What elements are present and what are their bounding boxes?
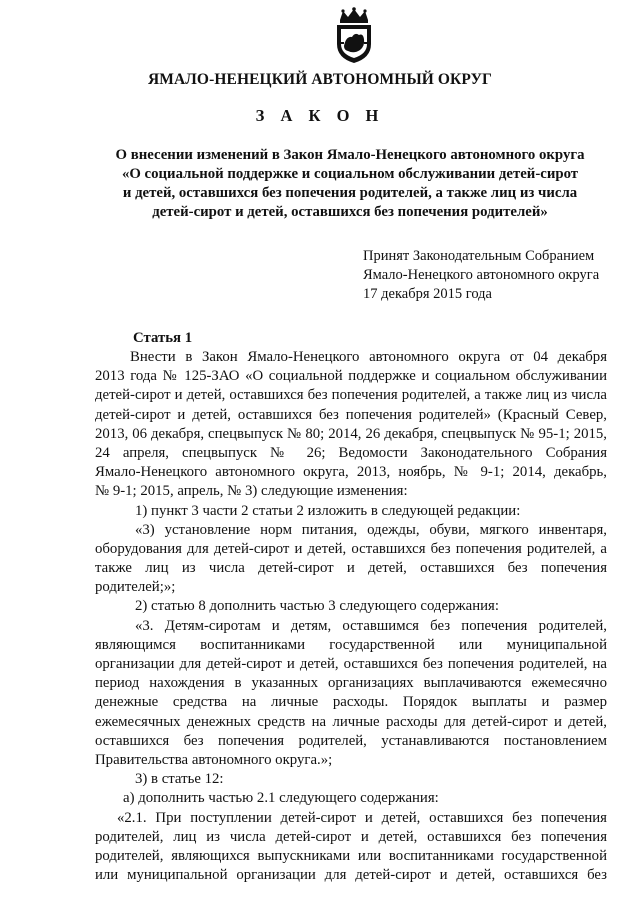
article-heading: Статья 1 <box>133 330 193 346</box>
law-subtitle <box>100 146 600 222</box>
subtitle-line: и детей, оставшихся без попечения родителей, а также лиц из числа <box>122 185 578 201</box>
coat-of-arms-icon <box>332 6 376 64</box>
body-line: денежные средства на личные расходы. Порядок выплаты и размер <box>95 694 607 711</box>
body-line: период нахождения в указанных организациях выплачиваются ежемесячно <box>95 675 607 692</box>
body-line: также лиц из числа детей-сирот и детей, оставшихся без попечения <box>95 560 607 577</box>
body-line: 24 апреля, спецвыпуск № 26; Ведомости Законодательного Собрания <box>95 444 607 461</box>
body-line: № 9-1; 2015, апрель, № 3) следующие изменения: <box>95 483 408 500</box>
body-line: детей-сирот и детей, оставшихся без попечения родителей» (Красный Север, <box>95 406 607 423</box>
body-line: оборудования для детей-сирот и детей, оставшихся без попечения родителей, а <box>95 540 607 557</box>
body-line: родителей, являющихся выпускниками или воспитанниками государственной <box>95 847 607 864</box>
body-line: родителей, лиц из числа детей-сирот и детей, оставшихся без попечения <box>95 828 607 845</box>
body-line: оставшихся без попечения родителей, устанавливаются постановлением <box>95 732 607 749</box>
subtitle-line: «О социальной поддержке и социальном обслуживании детей-сирот <box>121 166 579 182</box>
body-line: Внести в Закон Ямало-Ненецкого автономного округа от 04 декабря <box>130 349 607 365</box>
body-line: 3) в статье 12: <box>135 771 224 788</box>
body-line: а) дополнить частью 2.1 следующего содержания: <box>123 790 439 807</box>
body-line: 2013 года № 125-ЗАО «О социальной поддержке и социальном обслуживании <box>95 368 607 385</box>
body-line: организации для детей-сирот и детей, оставшихся без попечения родителей, на <box>95 656 607 672</box>
body-line: 2) статью 8 дополнить частью 3 следующего содержания: <box>135 598 499 615</box>
subtitle-line: О внесении изменений в Закон Ямало-Ненецкого автономного округа <box>115 147 585 163</box>
article-body <box>95 348 607 885</box>
body-line: «3) установление норм питания, одежды, обуви, мягкого инвентаря, <box>135 521 607 538</box>
body-line: Правительства автономного округа.»; <box>95 751 333 768</box>
subtitle-line: детей-сирот и детей, оставшихся без попечения родителей» <box>152 204 548 220</box>
body-line: 1) пункт 3 части 2 статьи 2 изложить в следующей редакции: <box>135 502 521 519</box>
body-line: являющимся воспитанниками государственной или муниципальной <box>95 636 607 653</box>
adoption-line: Ямало-Ненецкого автономного округа <box>363 267 600 283</box>
body-line: ежемесячных денежных средств на личные расходы для детей-сирот и детей, <box>95 713 607 730</box>
body-line: «2.1. При поступлении детей-сирот и детей, оставшихся без попечения <box>117 809 607 826</box>
body-line: детей-сирот и детей, оставшихся без попечения родителей, а также лиц из числа <box>95 387 607 404</box>
document-type: З А К О Н <box>255 106 385 125</box>
body-line: или муниципальной организации для детей-сирот и детей, оставшихся без <box>95 867 607 884</box>
body-line: 2013, 06 декабря, спецвыпуск № 80; 2014, 26 декабря, спецвыпуск № 95-1; 2015, <box>95 425 607 442</box>
adoption-line: 17 декабря 2015 года <box>363 286 492 302</box>
body-line: Ямало-Ненецкого автономного округа, 2013, ноябрь, № 9-1; 2014, декабрь, <box>95 464 607 481</box>
region-name: ЯМАЛО-НЕНЕЦКИЙ АВТОНОМНЫЙ ОКРУГ <box>147 71 493 88</box>
body-line: «3. Детям-сиротам и детям, оставшимся без попечения родителей, <box>135 617 607 634</box>
adoption-line: Принят Законодательным Собранием <box>363 248 595 264</box>
body-line: родителей;»; <box>95 579 176 596</box>
adoption-note <box>363 247 599 304</box>
